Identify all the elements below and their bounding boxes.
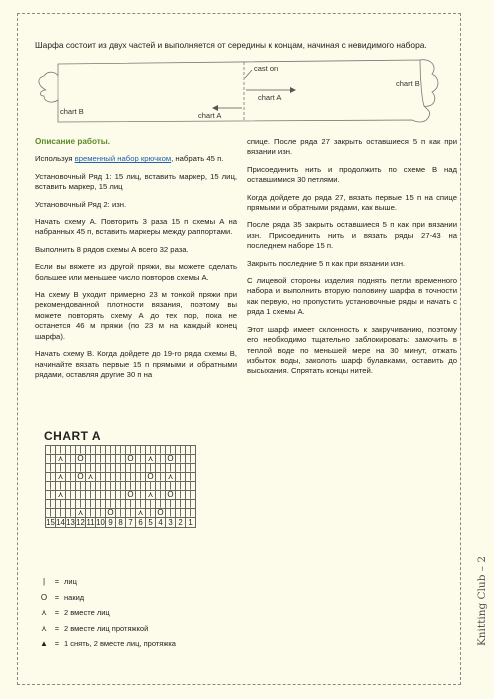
chart-cell: | bbox=[146, 482, 156, 491]
paragraph-setup-row-1: Установочный Ряд 1: 15 лиц, вставить маркер, 15 лиц, вставить маркер, 15 лиц bbox=[35, 171, 237, 192]
chart-cell: ⋏ bbox=[146, 455, 156, 464]
chart-cell: | bbox=[96, 491, 106, 500]
chart-cell: | bbox=[156, 473, 166, 482]
chart-cell: | bbox=[96, 473, 106, 482]
legend-symbol: ⋏ bbox=[41, 623, 47, 633]
chart-cell: | bbox=[146, 500, 156, 509]
chart-cell: ⋏ bbox=[56, 473, 66, 482]
legend-text: 1 снять, 2 вместе лиц, протяжка bbox=[64, 639, 176, 649]
column-number: 5 bbox=[146, 518, 156, 528]
chart-cell: | bbox=[116, 473, 126, 482]
paragraph-start-chart-b: Начать схему В. Когда дойдете до 19-го ряда схемы В, начинайте вязать первые 15 п прямыми и обратными рядами, оставляя другие 30 п на bbox=[35, 349, 237, 379]
legend-text: накид bbox=[64, 592, 85, 602]
chart-cell: | bbox=[126, 500, 136, 509]
chart-cell: | bbox=[66, 464, 76, 473]
chart-cell: | bbox=[76, 500, 86, 509]
chart-cell: | bbox=[126, 464, 136, 473]
chart-cell: | bbox=[86, 446, 96, 455]
column-number: 12 bbox=[76, 517, 85, 527]
chart-cell: | bbox=[166, 464, 176, 473]
chart-cell: | bbox=[56, 482, 66, 491]
chart-cell: O bbox=[127, 454, 134, 463]
chart-cell: | bbox=[146, 464, 156, 473]
chart-cell: | bbox=[46, 473, 56, 482]
paragraph-blocking: Этот шарф имеет склонность к закручиванию, поэтому его необходимо тщательно заблокировать: замочить в теплой воде по меньшей мере на 30 минут, отжать избыток воды, заколоть шарф булавками, оставить до высыхания. Спрятать концы нитей. bbox=[247, 324, 457, 376]
paragraph-repeat-chart-a: Выполнить 8 рядов схемы А всего 32 раза. bbox=[35, 244, 189, 254]
chart-b-left-label: chart B bbox=[60, 107, 84, 116]
legend-text: 2 вместе лиц bbox=[64, 608, 110, 618]
scarf-outline bbox=[39, 60, 430, 122]
intro-text: Шарфа состоит из двух частей и выполняется от середины к концам, начиная с невидимого набора. bbox=[35, 40, 427, 50]
chart-cell: | bbox=[156, 464, 166, 473]
legend-symbol: ▲ bbox=[40, 639, 48, 649]
chart-cell: | bbox=[116, 491, 126, 500]
column-number: 15 bbox=[46, 517, 55, 527]
chart-cell: | bbox=[106, 455, 116, 464]
chart-cell: | bbox=[166, 446, 176, 455]
chart-cell: | bbox=[186, 446, 196, 455]
legend-text: 2 вместе лиц протяжкой bbox=[64, 623, 149, 633]
chart-cell: | bbox=[146, 446, 156, 455]
side-label: Knitting Club – 2 bbox=[476, 555, 488, 647]
column-number: 10 bbox=[96, 517, 105, 527]
chart-cell: | bbox=[156, 446, 166, 455]
paragraph-second-half: С лицевой стороны изделия поднять петли временного набора и выполнить вторую половину шарфа в точности как первую, но пропустить установочные ряды и начать с ряда 1 схемы А. bbox=[247, 276, 457, 317]
chart-cell: | bbox=[176, 491, 186, 500]
column-number: 2 bbox=[176, 518, 186, 528]
legend-symbol: O bbox=[40, 592, 48, 602]
paragraph-rejoin-yarn: Присоединить нить и продолжить по схеме В над оставшимися 30 петлями. bbox=[247, 164, 457, 185]
chart-row bbox=[46, 500, 196, 509]
paragraph-other-yarn: Если вы вяжете из другой пряжи, вы можете сделать большее или меньшее число повторов схемы А. bbox=[35, 262, 237, 282]
chart-row bbox=[46, 455, 196, 464]
paragraph-cast-on bbox=[35, 154, 237, 164]
chart-cell: | bbox=[96, 509, 106, 518]
chart-cell: | bbox=[86, 464, 96, 473]
chart-title: CHART A bbox=[44, 429, 102, 443]
legend-symbol: | bbox=[42, 577, 46, 587]
chart-cell: | bbox=[66, 455, 76, 464]
chart-cell: | bbox=[116, 446, 126, 455]
chart-cell: | bbox=[176, 500, 186, 509]
chart-cell: O bbox=[157, 508, 164, 517]
chart-cell: O bbox=[167, 454, 174, 463]
chart-cell: | bbox=[116, 500, 126, 509]
paragraph-row-35: После ряда 35 закрыть оставшиеся 5 п как при вязании изн. Присоединить нить и вязать ряды 27-43 на последнем наборе 15 п. bbox=[247, 220, 457, 251]
right-column bbox=[247, 137, 457, 384]
chart-cell: | bbox=[126, 509, 136, 518]
legend-equals: = bbox=[54, 639, 60, 649]
chart-cell: | bbox=[176, 446, 186, 455]
chart-column-numbers bbox=[46, 518, 196, 528]
legend-equals: = bbox=[54, 623, 60, 633]
paragraph-final-bind-off: Закрыть последние 5 п как при вязании изн. bbox=[247, 258, 406, 268]
paragraph-row-27: Когда дойдете до ряда 27, вязать первые 15 п на спице прямыми и обратными рядами, как выше. bbox=[247, 192, 457, 213]
column-number: 4 bbox=[156, 518, 166, 528]
text-span: , набрать 45 п. bbox=[171, 154, 224, 164]
chart-row bbox=[46, 446, 196, 455]
chart-cell: | bbox=[86, 482, 96, 491]
chart-cell: O bbox=[77, 454, 84, 463]
legend-equals: = bbox=[54, 592, 60, 602]
chart-cell: | bbox=[96, 500, 106, 509]
chart-cell: | bbox=[86, 455, 96, 464]
chart-cell: | bbox=[96, 455, 106, 464]
chart-cell: | bbox=[46, 455, 56, 464]
chart-cell: | bbox=[176, 482, 186, 491]
chart-cell: | bbox=[136, 446, 146, 455]
chart-cell: | bbox=[126, 482, 136, 491]
legend-item bbox=[38, 574, 176, 590]
chart-cell: | bbox=[166, 482, 176, 491]
column-number: 11 bbox=[86, 517, 95, 527]
chart-cell: | bbox=[66, 491, 76, 500]
chart-cell: ⋏ bbox=[146, 491, 156, 500]
legend-equals: = bbox=[54, 608, 60, 618]
legend-equals: = bbox=[54, 577, 60, 587]
chart-a-bottom-label: chart A bbox=[198, 111, 222, 120]
cast-on-label: cast on bbox=[254, 64, 279, 73]
legend-item bbox=[38, 621, 176, 637]
column-number: 1 bbox=[186, 518, 196, 528]
chart-cell: | bbox=[116, 455, 126, 464]
legend-item bbox=[38, 605, 176, 621]
column-number: 14 bbox=[56, 517, 65, 527]
text-span: Используя bbox=[35, 154, 75, 164]
chart-cell: | bbox=[106, 464, 116, 473]
chart-row bbox=[46, 473, 196, 482]
chart-cell: | bbox=[66, 500, 76, 509]
chart-cell: | bbox=[46, 446, 56, 455]
chart-cell: | bbox=[166, 500, 176, 509]
chart-cell: | bbox=[106, 482, 116, 491]
chart-cell: O bbox=[147, 472, 154, 481]
chart-cell: | bbox=[186, 455, 196, 464]
chart-a-grid bbox=[45, 445, 196, 528]
side-label-box bbox=[464, 545, 494, 665]
section-heading: Описание работы. bbox=[35, 137, 111, 146]
legend-item bbox=[38, 636, 176, 652]
paragraph-setup-row-2: Установочный Ряд 2: изн. bbox=[35, 199, 127, 209]
chart-cell: | bbox=[106, 491, 116, 500]
scarf-diagram bbox=[28, 56, 448, 128]
chart-cell: | bbox=[66, 473, 76, 482]
paragraph-start-chart-a: Начать схему А. Повторить 3 раза 15 п схемы А на набранных 45 п, вставить маркеры между раппортами. bbox=[35, 217, 237, 237]
chart-cell: ⋏ bbox=[56, 455, 66, 464]
legend-symbol: ⋏ bbox=[41, 608, 47, 618]
chart-cell: | bbox=[106, 446, 116, 455]
column-number: 3 bbox=[166, 518, 176, 528]
chart-cell: | bbox=[66, 509, 76, 518]
chart-cell: | bbox=[136, 482, 146, 491]
chart-cell: | bbox=[186, 482, 196, 491]
chart-cell: | bbox=[156, 455, 166, 464]
chart-cell: | bbox=[116, 482, 126, 491]
symbol-legend bbox=[38, 574, 176, 652]
chart-cell: | bbox=[96, 482, 106, 491]
chart-cell: | bbox=[136, 473, 146, 482]
chart-cell: | bbox=[146, 509, 156, 518]
chart-cell: ⋏ bbox=[136, 509, 146, 518]
chart-cell: | bbox=[56, 500, 66, 509]
chart-cell: | bbox=[96, 464, 106, 473]
chart-cell: | bbox=[66, 482, 76, 491]
chart-cell: ⋏ bbox=[56, 491, 66, 500]
chart-cell: | bbox=[156, 500, 166, 509]
chart-cell: | bbox=[136, 464, 146, 473]
chart-cell: | bbox=[126, 473, 136, 482]
chart-cell: O bbox=[77, 472, 84, 481]
chart-row bbox=[46, 464, 196, 473]
chart-cell: | bbox=[126, 446, 136, 455]
chart-cell: | bbox=[46, 464, 56, 473]
chart-cell: | bbox=[66, 446, 76, 455]
chart-cell: | bbox=[56, 509, 66, 518]
chart-cell: | bbox=[106, 500, 116, 509]
chart-cell: | bbox=[156, 491, 166, 500]
column-number: 13 bbox=[66, 517, 75, 527]
chart-cell: | bbox=[86, 509, 96, 518]
chart-cell: | bbox=[86, 491, 96, 500]
chart-cell: | bbox=[46, 500, 56, 509]
chart-cell: | bbox=[96, 446, 106, 455]
chart-cell: | bbox=[176, 473, 186, 482]
chart-cell: ⋏ bbox=[86, 473, 96, 482]
chart-cell: | bbox=[86, 500, 96, 509]
chart-cell: | bbox=[166, 509, 176, 518]
chart-cell: | bbox=[186, 509, 196, 518]
left-column bbox=[35, 137, 237, 387]
chart-cell: | bbox=[176, 455, 186, 464]
chart-cell: | bbox=[136, 500, 146, 509]
chart-cell: | bbox=[186, 464, 196, 473]
chart-cell: | bbox=[186, 491, 196, 500]
chart-cell: | bbox=[156, 482, 166, 491]
chart-cell: | bbox=[56, 446, 66, 455]
chart-cell: ⋏ bbox=[166, 473, 176, 482]
chart-row bbox=[46, 482, 196, 491]
chart-row bbox=[46, 491, 196, 500]
chart-a-top-label: chart A bbox=[258, 93, 282, 102]
chart-cell: | bbox=[46, 482, 56, 491]
paragraph-bind-off-1: спице. После ряда 27 закрыть оставшиеся 5 п как при вязании изн. bbox=[247, 137, 457, 157]
chart-cell: | bbox=[46, 509, 56, 518]
column-number: 7 bbox=[126, 518, 136, 528]
chart-cell: | bbox=[116, 464, 126, 473]
chart-cell: | bbox=[46, 491, 56, 500]
chart-cell: | bbox=[186, 500, 196, 509]
legend-text: лиц bbox=[64, 577, 77, 587]
chart-cell: | bbox=[76, 491, 86, 500]
chart-cell: | bbox=[76, 464, 86, 473]
chart-cell: ⋏ bbox=[76, 509, 86, 518]
chart-cell: | bbox=[136, 455, 146, 464]
legend-item bbox=[38, 590, 176, 606]
paragraph-chart-b-yarn: На схему В уходит примерно 23 м тонкой пряжи при рекомендованной плотности вязания, поэтому вы можете повторять схему А до тех пор, пока не останется 46 м пряжи (по 23 м на каждый конец шарфа). bbox=[35, 290, 237, 341]
column-number: 8 bbox=[116, 518, 126, 528]
chart-cell: | bbox=[176, 509, 186, 518]
provisional-cast-on-link[interactable]: временный набор крючком bbox=[74, 154, 172, 164]
chart-row bbox=[46, 509, 196, 518]
chart-b-right-label: chart B bbox=[396, 79, 420, 88]
chart-cell: | bbox=[76, 482, 86, 491]
chart-cell: | bbox=[176, 464, 186, 473]
chart-cell: | bbox=[136, 491, 146, 500]
chart-cell: | bbox=[56, 464, 66, 473]
chart-cell: | bbox=[116, 509, 126, 518]
chart-cell: O bbox=[167, 490, 174, 499]
chart-cell: | bbox=[186, 473, 196, 482]
chart-cell: | bbox=[106, 473, 116, 482]
chart-cell: O bbox=[107, 508, 114, 517]
chart-cell: | bbox=[76, 446, 86, 455]
column-number: 9 bbox=[106, 518, 116, 528]
column-number: 6 bbox=[136, 518, 146, 528]
chart-cell: O bbox=[127, 490, 134, 499]
